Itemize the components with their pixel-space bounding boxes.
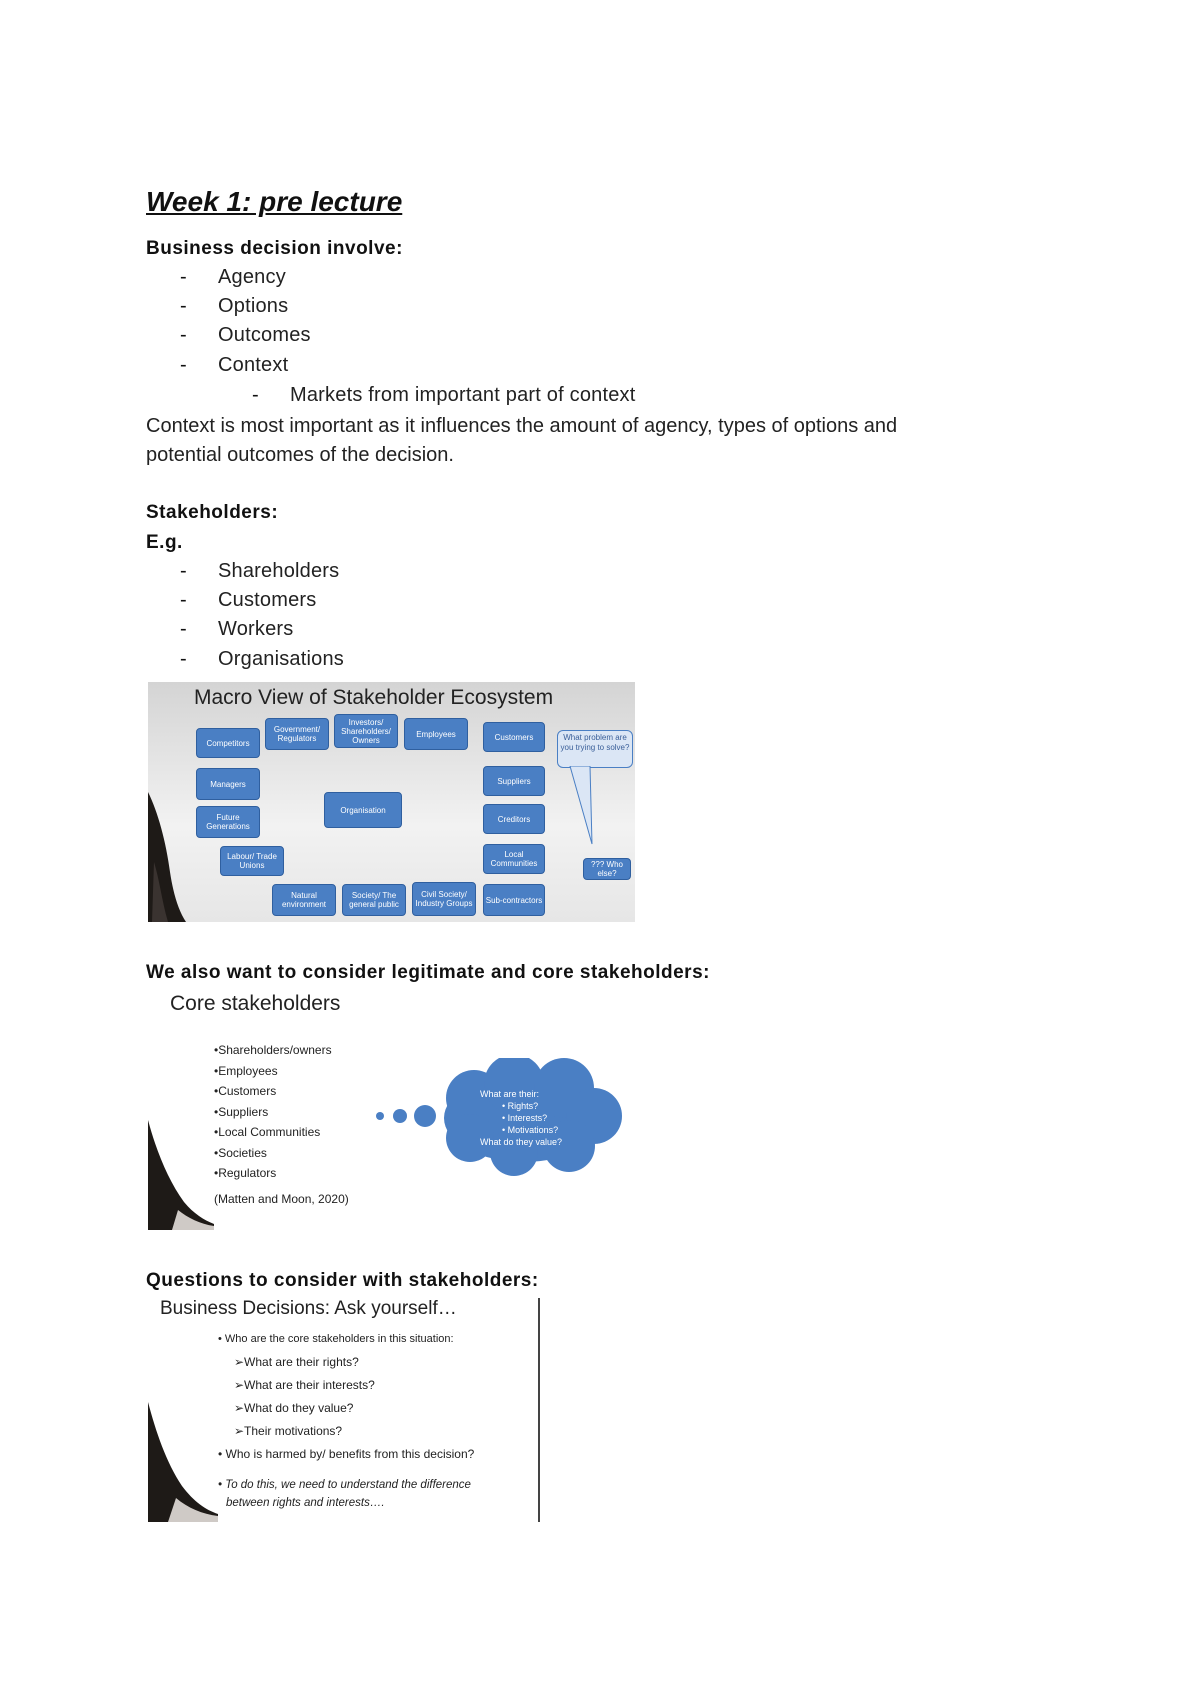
- bullet-dash: -: [180, 324, 187, 346]
- bullet-dash: -: [180, 589, 187, 611]
- callout-problem: What problem are you trying to solve?: [557, 730, 633, 768]
- bullet-dash: -: [252, 384, 259, 406]
- box-future-generations: Future Generations: [196, 806, 260, 838]
- bullet-dash: -: [180, 648, 187, 670]
- list-item: Customers: [218, 589, 317, 611]
- sub-list-item: Markets from important part of context: [290, 384, 636, 406]
- question-item: • Who is harmed by/ benefits from this decision?: [218, 1447, 475, 1461]
- box-customers: Customers: [483, 722, 545, 752]
- business-decisions-slide: [148, 1298, 540, 1522]
- list-item: • Local Communities: [214, 1122, 332, 1143]
- slide-title: Macro View of Stakeholder Ecosystem: [194, 686, 554, 709]
- bullet-dash: -: [180, 266, 187, 288]
- box-competitors: Competitors: [196, 728, 260, 758]
- sub-question-item: ➢What do they value?: [234, 1401, 354, 1415]
- sub-question-item: ➢Their motivations?: [234, 1424, 343, 1438]
- note-line: between rights and interests….: [226, 1497, 385, 1509]
- list-item: Shareholders: [218, 560, 340, 582]
- list-item: Agency: [218, 266, 286, 288]
- presenter-silhouette: [148, 1402, 220, 1522]
- presenter-silhouette: [148, 792, 188, 922]
- cloud-footer: What do they value?: [480, 1137, 563, 1147]
- slide-title: Business Decisions: Ask yourself…: [160, 1298, 457, 1319]
- list-item: Outcomes: [218, 324, 311, 346]
- box-organisation: Organisation: [324, 792, 402, 828]
- list-item: • Regulators: [214, 1163, 332, 1184]
- list-item: Organisations: [218, 648, 344, 670]
- cloud-item: • Rights?: [502, 1101, 539, 1111]
- presenter-silhouette: [148, 1120, 218, 1230]
- box-society: Society/ The general public: [342, 884, 406, 916]
- bullet-dash: -: [180, 560, 187, 582]
- list-item: • Shareholders/owners: [214, 1040, 332, 1061]
- list-item: • Employees: [214, 1061, 332, 1082]
- question-item: • Who are the core stakeholders in this situation:: [218, 1333, 454, 1345]
- page-title: Week 1: pre lecture: [146, 186, 403, 217]
- list-item: • Societies: [214, 1143, 332, 1164]
- stakeholder-ecosystem-slide: [148, 682, 635, 922]
- core-stakeholders-slide: [148, 992, 638, 1230]
- box-investors: Investors/ Shareholders/ Owners: [334, 714, 398, 748]
- box-managers: Managers: [196, 768, 260, 800]
- questions-heading: Questions to consider with stakeholders:: [146, 1270, 539, 1291]
- box-natural-environment: Natural environment: [272, 884, 336, 916]
- box-suppliers: Suppliers: [483, 766, 545, 796]
- stakeholders-heading: Stakeholders:: [146, 502, 279, 523]
- box-who-else: ??? Who else?: [583, 858, 631, 880]
- list-item: • Suppliers: [214, 1102, 332, 1123]
- cloud-item-text: Rights?: [507, 1101, 539, 1111]
- list-item: • Customers: [214, 1081, 332, 1102]
- cloud-item-text: Interests?: [507, 1113, 548, 1123]
- box-sub-contractors: Sub-contractors: [483, 884, 545, 916]
- business-heading: Business decision involve:: [146, 238, 403, 259]
- bullet-dash: -: [180, 295, 187, 317]
- box-trade-unions: Labour/ Trade Unions: [220, 846, 284, 876]
- bullet-dash: -: [180, 354, 187, 376]
- box-civil-society: Civil Society/ Industry Groups: [412, 882, 476, 916]
- question-note: [218, 1476, 471, 1512]
- sub-question-item: ➢What are their interests?: [234, 1378, 375, 1392]
- slide-title: Core stakeholders: [170, 992, 341, 1015]
- paragraph-line: Context is most important as it influences the amount of agency, types of options and: [146, 415, 898, 437]
- question-list: [218, 1328, 474, 1466]
- bullet-dash: -: [180, 618, 187, 640]
- list-item: Context: [218, 354, 289, 376]
- cloud-item: • Interests?: [502, 1113, 548, 1123]
- context-paragraph: [146, 412, 1026, 470]
- cloud-item: • Motivations?: [502, 1125, 559, 1135]
- note-line: • To do this, we need to understand the difference: [218, 1479, 471, 1491]
- callout-pointer: [568, 766, 598, 846]
- paragraph-line: potential outcomes of the decision.: [146, 444, 454, 466]
- box-employees: Employees: [404, 718, 468, 750]
- list-item: Options: [218, 295, 289, 317]
- list-item: Workers: [218, 618, 294, 640]
- sub-question-item: ➢What are their rights?: [234, 1355, 359, 1369]
- cloud-item-text: Motivations?: [507, 1125, 559, 1135]
- core-stakeholder-list: [214, 1040, 332, 1184]
- box-creditors: Creditors: [483, 804, 545, 834]
- citation: (Matten and Moon, 2020): [214, 1192, 349, 1206]
- box-government: Government/ Regulators: [265, 718, 329, 750]
- cloud-title: What are their:: [480, 1089, 540, 1099]
- eg-label: E.g.: [146, 532, 183, 553]
- core-heading: We also want to consider legitimate and core stakeholders:: [146, 962, 710, 983]
- box-local-communities: Local Communities: [483, 844, 545, 874]
